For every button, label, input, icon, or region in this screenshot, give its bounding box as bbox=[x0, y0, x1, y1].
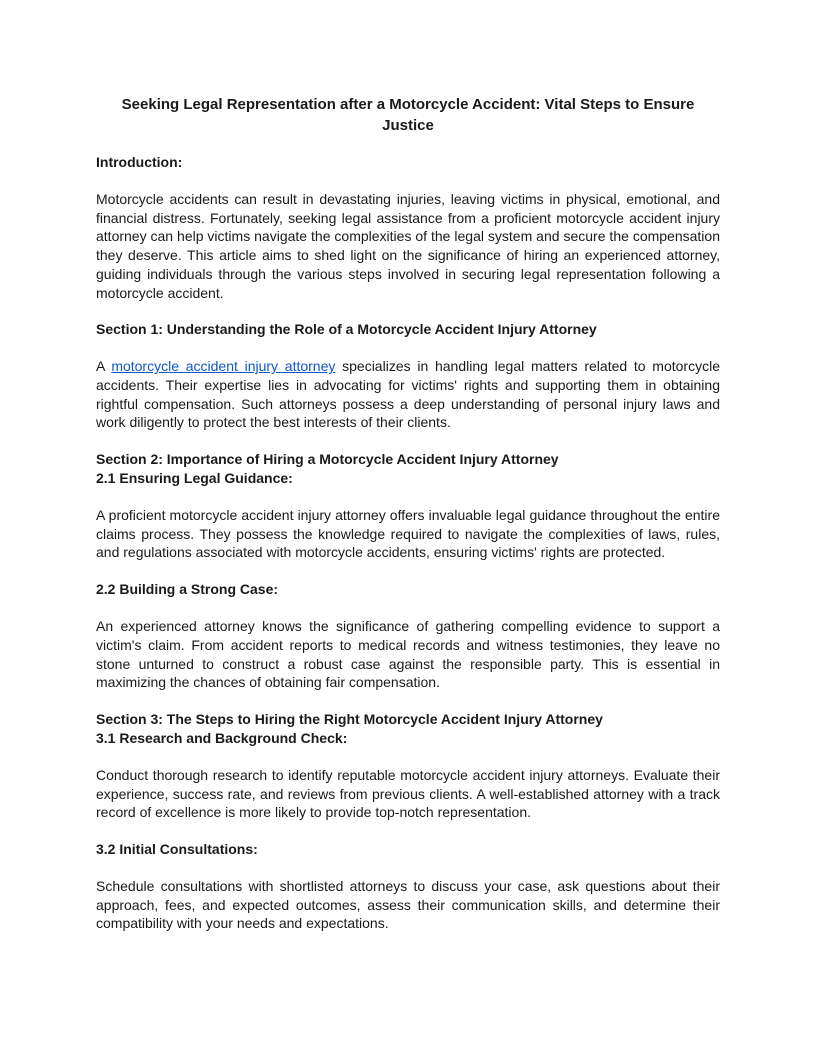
intro-heading: Introduction: bbox=[96, 154, 183, 170]
spacer bbox=[96, 692, 720, 710]
section-3-2-paragraph: Schedule consultations with shortlisted attorneys to discuss your case, ask questions about their approach, fees, and expected outcomes, assess their communication skills, and determine their compatibility with your needs and expectations. bbox=[96, 878, 720, 932]
section-3-2-heading: 3.2 Initial Consultations: bbox=[96, 841, 258, 858]
attorney-link[interactable]: motorcycle accident injury attorney bbox=[111, 358, 336, 375]
section-2-1-paragraph: A proficient motorcycle accident injury attorney offers invaluable legal guidance throughout the entire claims process. They possess the knowledge required to navigate the complexities of laws, rules, and regulations associated with motorcycle accidents, ensuring victims' rights are protected. bbox=[96, 507, 720, 561]
spacer bbox=[96, 599, 720, 617]
spacer bbox=[96, 488, 720, 506]
page-title: Seeking Legal Representation after a Motorcycle Accident: Vital Steps to Ensure Justice bbox=[121, 96, 695, 134]
section-1-text-before: A bbox=[96, 358, 112, 375]
spacer bbox=[96, 859, 720, 877]
section-2-1-heading: 2.1 Ensuring Legal Guidance: bbox=[96, 470, 293, 487]
section-2-2-heading: 2.2 Building a Strong Case: bbox=[96, 581, 279, 598]
section-1-paragraph bbox=[96, 357, 720, 432]
spacer bbox=[96, 302, 720, 320]
section-1-heading: Section 1: Understanding the Role of a Motorcycle Accident Injury Attorney bbox=[96, 321, 597, 338]
spacer bbox=[96, 748, 720, 766]
spacer bbox=[96, 432, 720, 450]
section-2-heading: Section 2: Importance of Hiring a Motorcycle Accident Injury Attorney bbox=[96, 451, 559, 468]
spacer bbox=[96, 822, 720, 840]
spacer bbox=[96, 172, 720, 190]
document-page bbox=[96, 94, 720, 933]
section-1-text-after: specializes in handling legal matters related to motorcycle accidents. Their expertise lies in advocating for victims' rights and supporting them in obtaining rightful compensation. Such attorneys possess a deep understanding of personal injury laws and work diligently to protect the best interests of their clients. bbox=[96, 358, 720, 431]
spacer bbox=[96, 562, 720, 580]
intro-paragraph: Motorcycle accidents can result in devastating injuries, leaving victims in physical, emotional, and financial distress. Fortunately, seeking legal assistance from a proficient motorcycle accident injury attorney can help victims navigate the complexities of the legal system and secure the compensation they deserve. This article aims to shed light on the significance of hiring an experienced attorney, guiding individuals through the various steps involved in securing legal representation following a motorcycle accident. bbox=[96, 191, 720, 301]
section-3-heading: Section 3: The Steps to Hiring the Right Motorcycle Accident Injury Attorney bbox=[96, 710, 603, 727]
section-3-1-paragraph: Conduct thorough research to identify reputable motorcycle accident injury attorneys. Evaluate their experience, success rate, and reviews from previous clients. A well-established attorney with a track record of excellence is more likely to provide top-notch representation. bbox=[96, 766, 720, 821]
section-3-1-heading: 3.1 Research and Background Check: bbox=[96, 729, 348, 746]
spacer bbox=[96, 339, 720, 357]
section-2-2-paragraph: An experienced attorney knows the significance of gathering compelling evidence to support a victim's claim. From accident reports to medical records and witness testimonies, they leave no stone unturned to construct a robust case against the responsible party. This is essential in maximizing the chances of obtaining fair compensation. bbox=[96, 618, 720, 691]
